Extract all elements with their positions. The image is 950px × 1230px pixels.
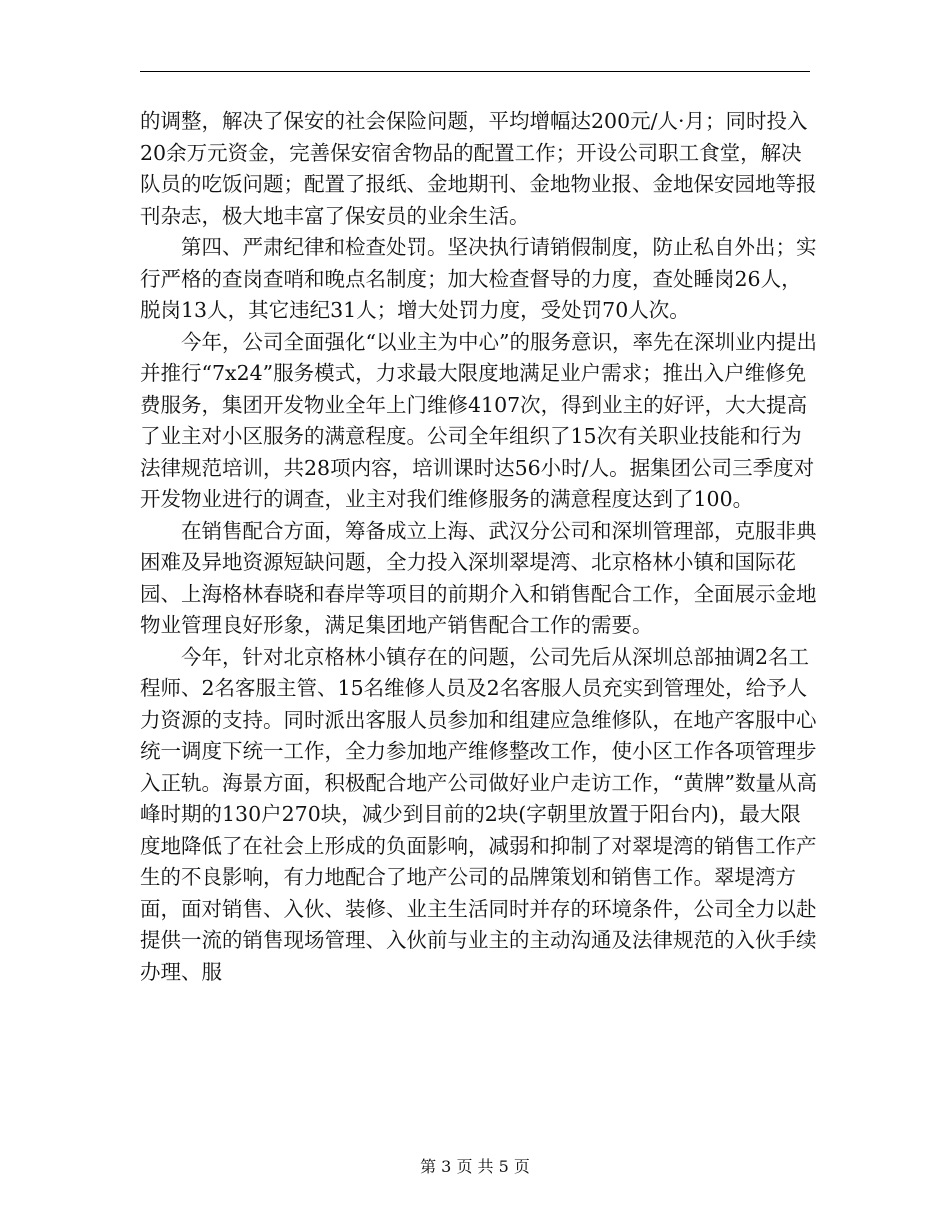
- body-text: [140, 106, 820, 988]
- paragraph: 第四、严肃纪律和检查处罚。坚决执行请销假制度，防止私自外出；实行严格的查岗查哨和晚点名制度；加大检查督导的力度，查处睡岗26人，脱岗13人，其它违纪31人；增大处罚力度，受处罚70人次。: [140, 235, 817, 322]
- paragraph: 的调整，解决了保安的社会保险问题，平均增幅达200元/人·月；同时投入20余万元资金，完善保安宿舍物品的配置工作；开设公司职工食堂，解决队员的吃饭问题；配置了报纸、金地期刊、金地物业报、金地保安园地等报刊杂志，极大地丰富了保安员的业余生活。: [140, 109, 817, 228]
- header-rule: [140, 71, 810, 72]
- paragraph: 在销售配合方面，筹备成立上海、武汉分公司和深圳管理部，克服非典困难及异地资源短缺问题，全力投入深圳翠堤湾、北京格林小镇和国际花园、上海格林春晓和春岸等项目的前期介入和销售配合工作，全面展示金地物业管理良好形象，满足集团地产销售配合工作的需要。: [140, 518, 817, 637]
- paragraph: 今年，针对北京格林小镇存在的问题，公司先后从深圳总部抽调2名工程师、2名客服主管、15名维修人员及2名客服人员充实到管理处，给予人力资源的支持。同时派出客服人员参加和组建应急维修队，在地产客服中心统一调度下统一工作，全力参加地产维修整改工作，使小区工作各项管理步入正轨。海景方面，积极配合地产公司做好业户走访工作，“黄牌”数量从高峰时期的130户270块，减少到目前的2块(字朝里放置于阳台内)，最大限度地降低了在社会上形成的负面影响，减弱和抑制了对翠堤湾的销售工作产生的不良影响，有力地配合了地产公司的品牌策划和销售工作。翠堤湾方面，面对销售、入伙、装修、业主生活同时并存的环境条件，公司全力以赴提供一流的销售现场管理、入伙前与业主的主动沟通及法律规范的入伙手续办理、服: [140, 644, 817, 984]
- paragraph: 今年，公司全面强化“以业主为中心”的服务意识，率先在深圳业内提出并推行“7x24”服务模式，力求最大限度地满足业户需求；推出入户维修免费服务，集团开发物业全年上门维修4107次，得到业主的好评，大大提高了业主对小区服务的满意程度。公司全年组织了15次有关职业技能和行为法律规范培训，共28项内容，培训课时达56小时/人。据集团公司三季度对开发物业进行的调查，业主对我们维修服务的满意程度达到了100。: [140, 329, 817, 511]
- page-number: 第 3 页 共 5 页: [420, 1157, 530, 1176]
